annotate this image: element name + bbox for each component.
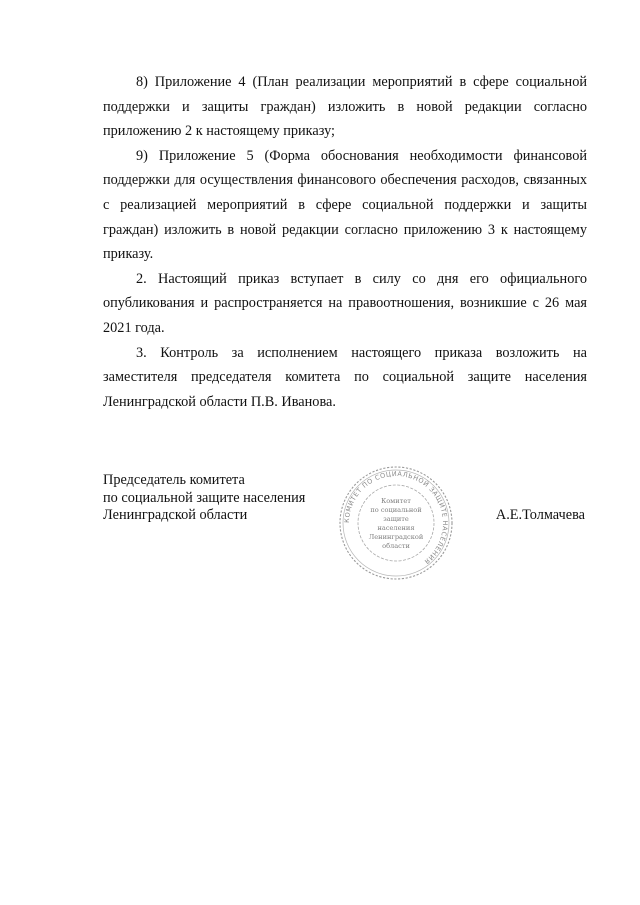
seal-outer-text: КОМИТЕТ ПО СОЦИАЛЬНОЙ ЗАЩИТЕ НАСЕЛЕНИЯ (342, 469, 450, 566)
paragraph-item-8: 8) Приложение 4 (План реализации мероприятий в сфере социальной поддержки и защиты граждан) изложить в новой редакции согласно приложению 2 к настоящему приказу; (103, 74, 587, 140)
seal-inner-line-6: области (382, 542, 410, 550)
seal-inner-line-3: защите (383, 515, 409, 523)
signatory-position-line-3: Ленинградской области (103, 507, 248, 523)
seal-inner-line-1: Комитет (381, 497, 411, 505)
seal-inner-line-2: по социальной (370, 506, 422, 514)
signatory-position-line-1: Председатель комитета (103, 472, 245, 488)
seal-inner-line-5: Ленинградской (368, 533, 424, 541)
official-seal-icon (337, 464, 455, 582)
paragraph-clause-3: 3. Контроль за исполнением настоящего приказа возложить на заместителя председателя комитета по социальной защите населения Ленинградской области П.В. Иванова. (103, 344, 587, 410)
signatory-position (103, 472, 305, 525)
seal-inner-line-4: населения (377, 524, 415, 532)
signature-block (103, 469, 587, 592)
signatory-name: А.Е.Толмачева (495, 507, 585, 523)
paragraph-item-9: 9) Приложение 5 (Форма обоснования необходимости финансовой поддержки для осуществления финансового обеспечения расходов, связанных с реализацией мероприятий в сфере социальной поддержки и защиты граждан) изложить в новой редакции согласно приложению 3 к настоящему приказу. (103, 147, 587, 263)
signatory-position-line-2: по социальной защите населения (103, 489, 306, 506)
document-body (103, 70, 587, 414)
paragraph-clause-2: 2. Настоящий приказ вступает в силу со дня его официального опубликования и распространяется на правоотношения, возникшие с 26 мая 2021 года. (103, 270, 587, 336)
